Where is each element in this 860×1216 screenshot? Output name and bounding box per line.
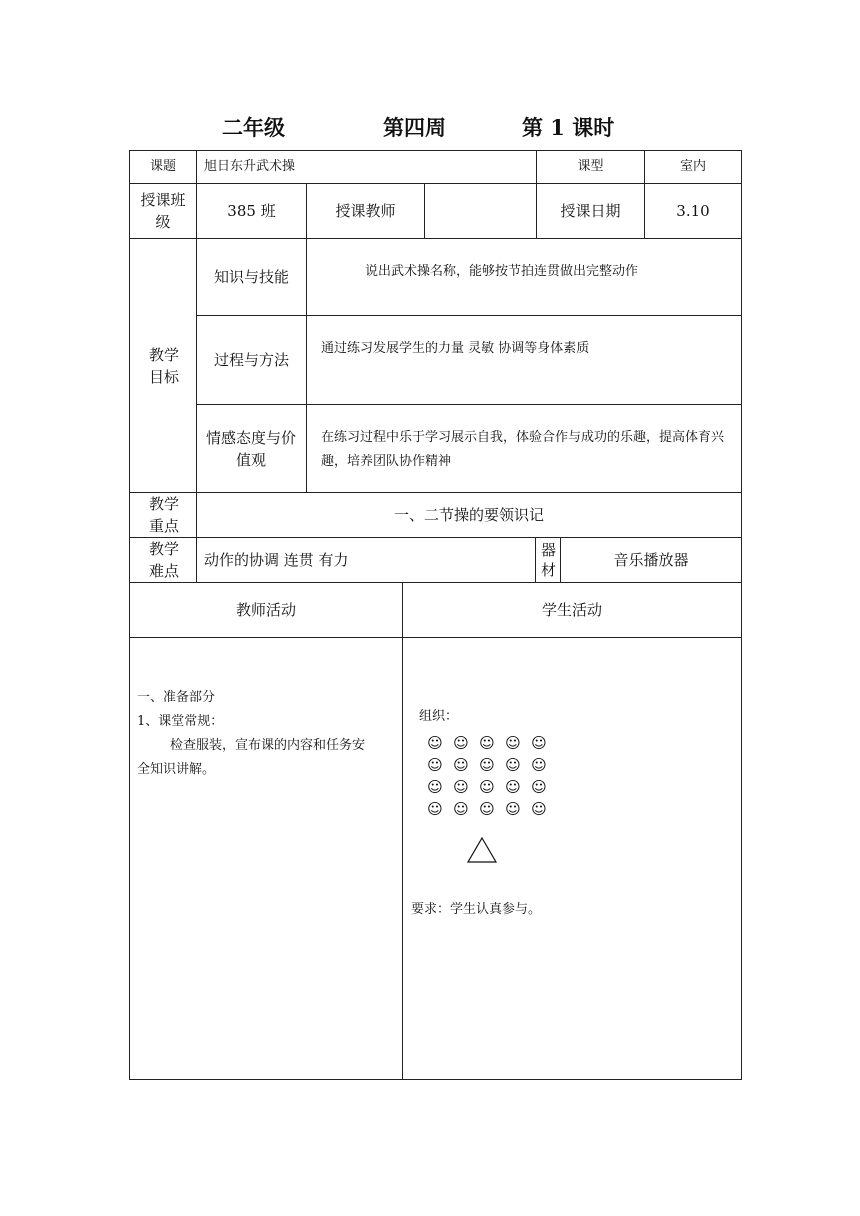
smiley-icon: ☺ — [479, 734, 495, 752]
teacher-label: 授课教师 — [335, 202, 396, 220]
teacher-section-title: 一、准备部分 — [137, 690, 216, 705]
smiley-icon: ☺ — [479, 756, 495, 774]
smiley-icon: ☺ — [427, 778, 443, 796]
topic-label: 课题 — [149, 159, 176, 174]
smiley-icon: ☺ — [427, 734, 443, 752]
teacher-line-1: 检查服装，宣布课的内容和任务安 — [170, 738, 366, 753]
student-activity-header: 学生活动 — [541, 601, 602, 619]
smiley-icon: ☺ — [505, 734, 521, 752]
teacher-line-2: 全知识讲解。 — [137, 762, 216, 777]
smiley-icon: ☺ — [427, 800, 443, 818]
knowledge-text: 说出武术操名称，能够按节拍连贯做出完整动作 — [365, 264, 639, 279]
smiley-icon: ☺ — [427, 756, 443, 774]
equipment-label: 器材 — [540, 541, 556, 579]
date-label: 授课日期 — [560, 202, 621, 220]
student-organization: 组织： — [419, 709, 459, 724]
student-requirement: 要求：学生认真参与。 — [411, 902, 542, 917]
title-lesson: 第 1 课时 — [522, 115, 615, 140]
process-label: 过程与方法 — [213, 351, 289, 369]
smiley-icon: ☺ — [531, 800, 547, 818]
smiley-icon: ☺ — [505, 778, 521, 796]
key-point-text: 一、二节操的要领识记 — [393, 506, 544, 524]
table-border-bottom — [129, 1079, 742, 1080]
smiley-icon: ☺ — [453, 800, 469, 818]
formation-row — [422, 732, 552, 754]
process-text: 通过练习发展学生的力量 灵敏 协调等身体素质 — [321, 341, 590, 356]
smiley-icon: ☺ — [453, 734, 469, 752]
formation-row — [422, 776, 552, 798]
knowledge-label: 知识与技能 — [213, 268, 289, 286]
class-value: 385 班 — [227, 202, 276, 220]
class-label: 授课班级 — [140, 191, 186, 231]
smiley-icon: ☺ — [453, 756, 469, 774]
page-title — [0, 112, 860, 144]
smiley-icon: ☺ — [505, 756, 521, 774]
topic-value: 旭日东升武术操 — [204, 159, 296, 174]
title-grade: 二年级 — [222, 115, 285, 140]
col-divider — [535, 537, 536, 582]
type-label: 课型 — [577, 159, 604, 174]
teacher-item: 1、课堂常规： — [137, 714, 224, 729]
teacher-value — [425, 184, 536, 238]
key-point-label: 教学重点 — [148, 495, 179, 535]
objectives-label: 教学目标 — [148, 345, 179, 386]
teacher-activity-header: 教师活动 — [235, 601, 296, 619]
emotion-text: 在练习过程中乐于学习展示自我，体验合作与成功的乐趣，提高体育兴趣，培养团队协作精神 — [321, 430, 725, 469]
table-border-right — [741, 150, 742, 1080]
formation-row — [422, 754, 552, 776]
difficulty-label: 教学难点 — [148, 540, 179, 580]
smiley-icon: ☺ — [531, 756, 547, 774]
difficulty-text: 动作的协调 连贯 有力 — [204, 551, 349, 569]
row-divider — [129, 637, 742, 638]
formation-row — [422, 798, 552, 820]
triangle-icon — [466, 836, 498, 868]
col-divider — [402, 582, 403, 1079]
emotion-label: 情感态度与价值观 — [205, 428, 296, 469]
smiley-icon: ☺ — [505, 800, 521, 818]
date-value: 3.10 — [676, 202, 710, 220]
smiley-icon: ☺ — [531, 778, 547, 796]
student-formation — [422, 732, 552, 820]
col-divider — [306, 238, 307, 492]
smiley-icon: ☺ — [479, 800, 495, 818]
type-value: 室内 — [679, 159, 706, 174]
title-week: 第四周 — [383, 115, 446, 140]
smiley-icon: ☺ — [531, 734, 547, 752]
smiley-icon: ☺ — [453, 778, 469, 796]
smiley-icon: ☺ — [479, 778, 495, 796]
equipment-value: 音乐播放器 — [613, 551, 689, 569]
